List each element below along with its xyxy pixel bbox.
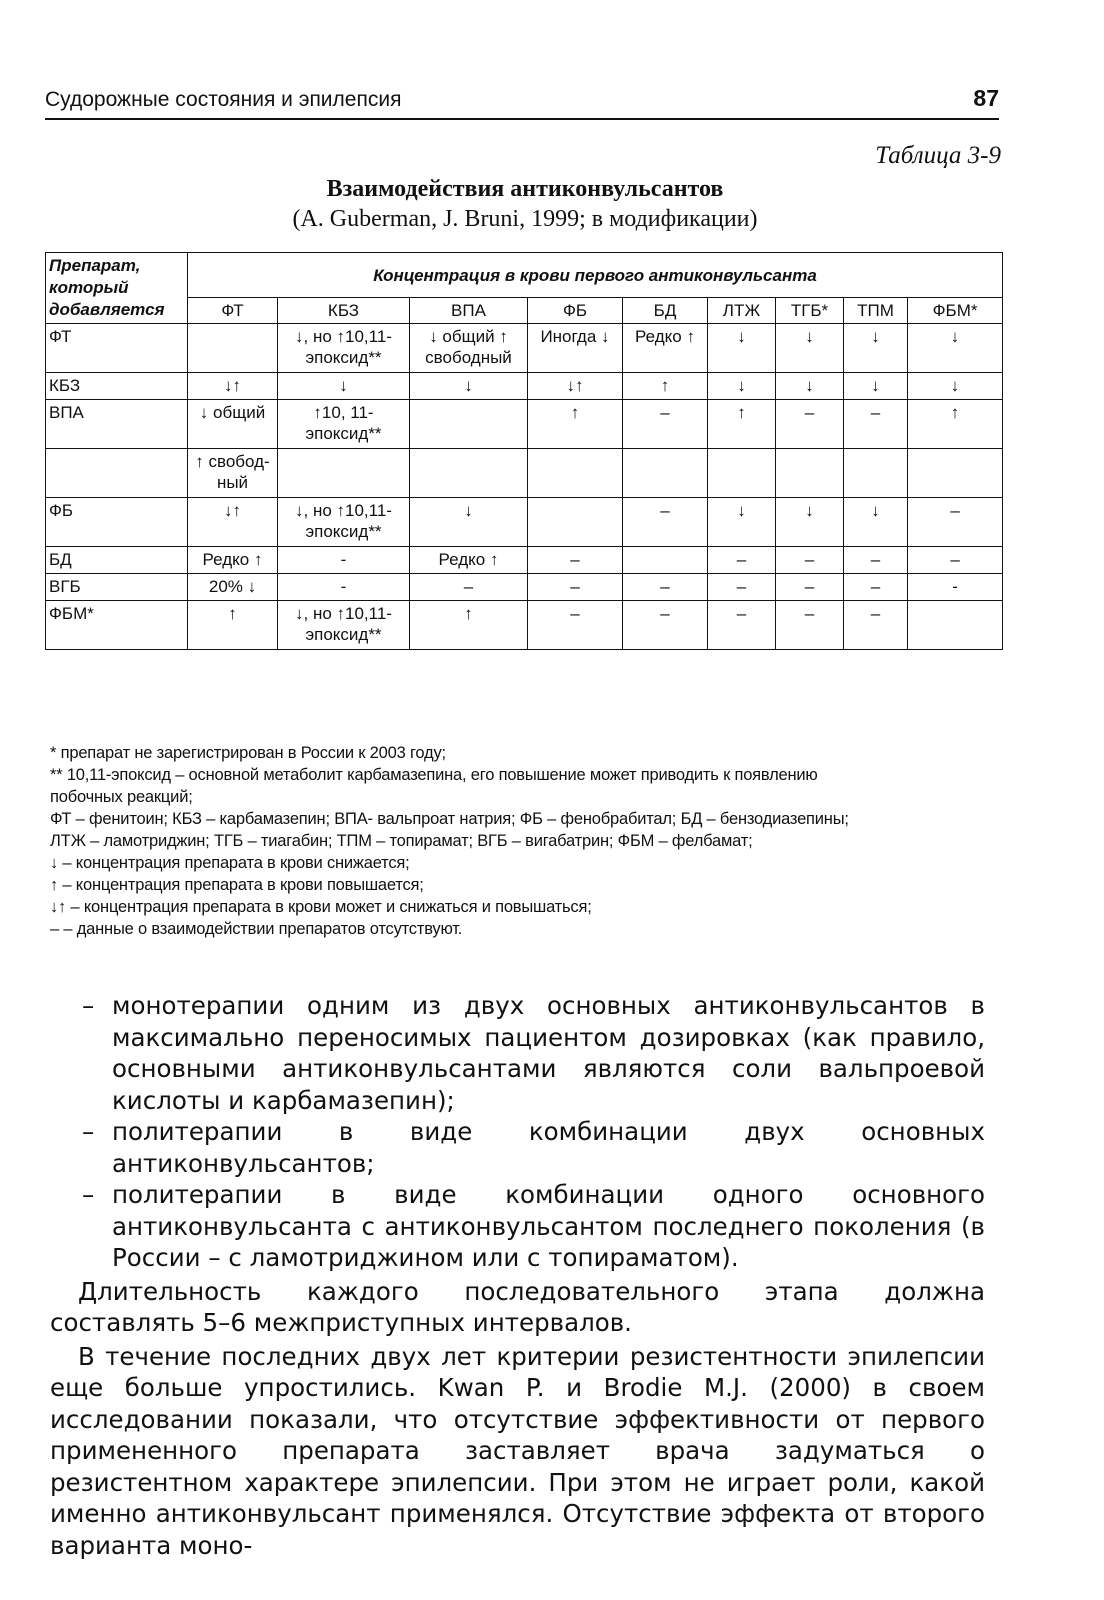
table-cell: – [908, 547, 1003, 574]
row-drug: ВГБ [46, 574, 188, 601]
table-cell: – [528, 574, 623, 601]
table-cell: ↓ общий [188, 400, 278, 449]
table-cell: ↓ [410, 498, 528, 547]
table-cell: ↓ [278, 373, 410, 400]
page-number: 87 [973, 85, 999, 111]
table-cell: ↓ [908, 324, 1003, 373]
row-drug [46, 449, 188, 498]
table-cell: ↑ [528, 400, 623, 449]
table-cell: – [776, 400, 844, 449]
interaction-table [45, 252, 1003, 650]
table-cell: – [623, 574, 708, 601]
table-cell [844, 449, 908, 498]
table-cell: ↓, но ↑10,11-эпоксид** [278, 324, 410, 373]
table-cell: – [708, 574, 776, 601]
corner-header-line: который [49, 278, 129, 297]
table-cell: Иногда ↓ [528, 324, 623, 373]
table-cell: ↓ [708, 498, 776, 547]
table-row [46, 400, 1003, 449]
table-cell: ↑10, 11-эпоксид** [278, 400, 410, 449]
table-cell: – [844, 574, 908, 601]
note-line: – – данные о взаимодействии препаратов отсутствуют. [50, 920, 463, 938]
table-cell: – [623, 601, 708, 650]
list-item-text: политерапии в виде комбинации одного основного антиконвульсанта с антиконвульсантом последнего поколения (в России – с ламотриджином или с топираматом). [112, 1180, 985, 1272]
note-line: ** 10,11-эпоксид – основной метаболит карбамазепина, его повышение может приводить к появлению [50, 766, 818, 784]
list-item-text: монотерапии одним из двух основных антиконвульсантов в максимально переносимых пациентом дозировках (как правило, основными антиконвульсантами являются соли вальпроевой кислоты и карбамазепин); [112, 991, 985, 1115]
note-line: ЛТЖ – ламотриджин; ТГБ – тиагабин; ТПМ – топирамат; ВГБ – вигабатрин; ФБМ – фелбамат; [50, 832, 753, 850]
running-title: Судорожные состояния и эпилепсия [45, 88, 402, 111]
table-cell: ↓ [844, 324, 908, 373]
table-label: Таблица 3-9 [875, 142, 1001, 169]
row-drug: ФБМ* [46, 601, 188, 650]
corner-header-line: Препарат, [49, 256, 141, 275]
table-cell: ↑ [908, 400, 1003, 449]
concentration-header: Концентрация в крови первого антиконвульсанта [188, 253, 1003, 298]
main-text [50, 990, 985, 1561]
table-cell: ↓ [410, 373, 528, 400]
table-title: Взаимодействия антиконвульсантов [326, 176, 724, 202]
row-drug: ФБ [46, 498, 188, 547]
note-line: побочных реакций; [50, 788, 193, 806]
list-item-text: политерапии в виде комбинации двух основных антиконвульсантов; [112, 1117, 985, 1178]
table-cell [708, 449, 776, 498]
column-header: ФБМ* [908, 298, 1003, 324]
table-cell: - [908, 574, 1003, 601]
table-cell: Редко ↑ [623, 324, 708, 373]
table-cell: ↓ [776, 324, 844, 373]
paragraph: Длительность каждого последовательного этапа должна составлять 5–6 межприступных интервалов. [50, 1276, 985, 1337]
table-cell [528, 498, 623, 547]
row-drug: ФТ [46, 324, 188, 373]
table-cell [623, 449, 708, 498]
table-cell: Редко ↑ [188, 547, 278, 574]
corner-header [46, 253, 188, 324]
table-cell: ↓, но ↑10,11-эпоксид** [278, 601, 410, 650]
note-line: ↓ – концентрация препарата в крови снижается; [50, 854, 410, 872]
column-header-row [46, 298, 1003, 324]
table-cell: – [623, 400, 708, 449]
row-drug: ВПА [46, 400, 188, 449]
table-cell: – [908, 498, 1003, 547]
list-item [50, 1179, 985, 1274]
table-cell: ↑ [708, 400, 776, 449]
table-cell: 20% ↓ [188, 574, 278, 601]
table-cell: – [776, 574, 844, 601]
table-row [46, 324, 1003, 373]
table-row [46, 601, 1003, 650]
table-cell: – [776, 547, 844, 574]
table-cell: ↓, но ↑10,11-эпоксид** [278, 498, 410, 547]
table-cell: – [410, 574, 528, 601]
table-cell: – [528, 547, 623, 574]
paragraph: В течение последних двух лет критерии резистентности эпилепсии еще больше упростились. Kwan P. и Brodie M.J. (2000) в своем исследовании показали, что отсутствие эффективности от первого примененного препарата заставляет врача задуматься о резистентном характере эпилепсии. При этом не играет роли, какой именно антиконвульсант применялся. Отсутствие эффекта от второго варианта моно- [50, 1341, 985, 1560]
note-line: ФТ – фенитоин; КБЗ – карбамазепин; ВПА- вальпроат натрия; ФБ – фенобрабитал; БД – бензодиазепины; [50, 810, 849, 828]
table-cell: - [278, 574, 410, 601]
table-cell: ↓↑ [188, 498, 278, 547]
column-header: КБЗ [278, 298, 410, 324]
table-cell [410, 400, 528, 449]
table-body [46, 324, 1003, 650]
table-cell [623, 547, 708, 574]
table-cell: – [528, 601, 623, 650]
table-cell [528, 449, 623, 498]
list-item [50, 1116, 985, 1179]
column-header: ФТ [188, 298, 278, 324]
note-line: ↓↑ – концентрация препарата в крови может и снижаться и повышаться; [50, 898, 592, 916]
table-cell: ↑ [188, 601, 278, 650]
table-cell: ↓ [776, 498, 844, 547]
table-cell [410, 449, 528, 498]
table-cell [908, 601, 1003, 650]
column-header: ЛТЖ [708, 298, 776, 324]
corner-header-line: добавляется [49, 300, 165, 319]
table-cell: – [708, 601, 776, 650]
table-notes [50, 742, 1010, 940]
list-item [50, 990, 985, 1116]
table-cell: – [844, 547, 908, 574]
table-cell: – [623, 498, 708, 547]
column-header: ТПМ [844, 298, 908, 324]
table-cell: ↓ [908, 373, 1003, 400]
table-cell: ↑ свобод-ный [188, 449, 278, 498]
page-header [45, 78, 999, 120]
table-cell: – [844, 601, 908, 650]
table-row [46, 574, 1003, 601]
table-cell [278, 449, 410, 498]
table-cell: ↓ [844, 373, 908, 400]
table-subtitle: (A. Guberman, J. Bruni, 1999; в модификации) [292, 206, 758, 232]
table-cell: – [844, 400, 908, 449]
row-drug: КБЗ [46, 373, 188, 400]
table-cell: – [776, 601, 844, 650]
column-header: ВПА [410, 298, 528, 324]
dash-marker: – [82, 991, 95, 1020]
table-cell: ↓ [708, 324, 776, 373]
column-header: ТГБ* [776, 298, 844, 324]
table-row [46, 498, 1003, 547]
column-header: ФБ [528, 298, 623, 324]
table-cell [188, 324, 278, 373]
table-cell [908, 449, 1003, 498]
table-cell: ↓↑ [528, 373, 623, 400]
table-cell: ↓ [844, 498, 908, 547]
column-header: БД [623, 298, 708, 324]
table-cell: ↓ [708, 373, 776, 400]
table-cell: ↑ [623, 373, 708, 400]
table-cell: ↑ [410, 601, 528, 650]
table-cell: – [708, 547, 776, 574]
dash-marker: – [82, 1117, 95, 1146]
table-cell [776, 449, 844, 498]
table-cell: ↓↑ [188, 373, 278, 400]
table-row [46, 547, 1003, 574]
table-cell: - [278, 547, 410, 574]
dash-marker: – [82, 1180, 95, 1209]
table-cell: Редко ↑ [410, 547, 528, 574]
table-row [46, 373, 1003, 400]
note-line: * препарат не зарегистрирован в России к 2003 году; [50, 744, 446, 762]
table-row [46, 449, 1003, 498]
table-cell: ↓ [776, 373, 844, 400]
row-drug: БД [46, 547, 188, 574]
table-cell: ↓ общий ↑ свободный [410, 324, 528, 373]
note-line: ↑ – концентрация препарата в крови повышается; [50, 876, 424, 894]
